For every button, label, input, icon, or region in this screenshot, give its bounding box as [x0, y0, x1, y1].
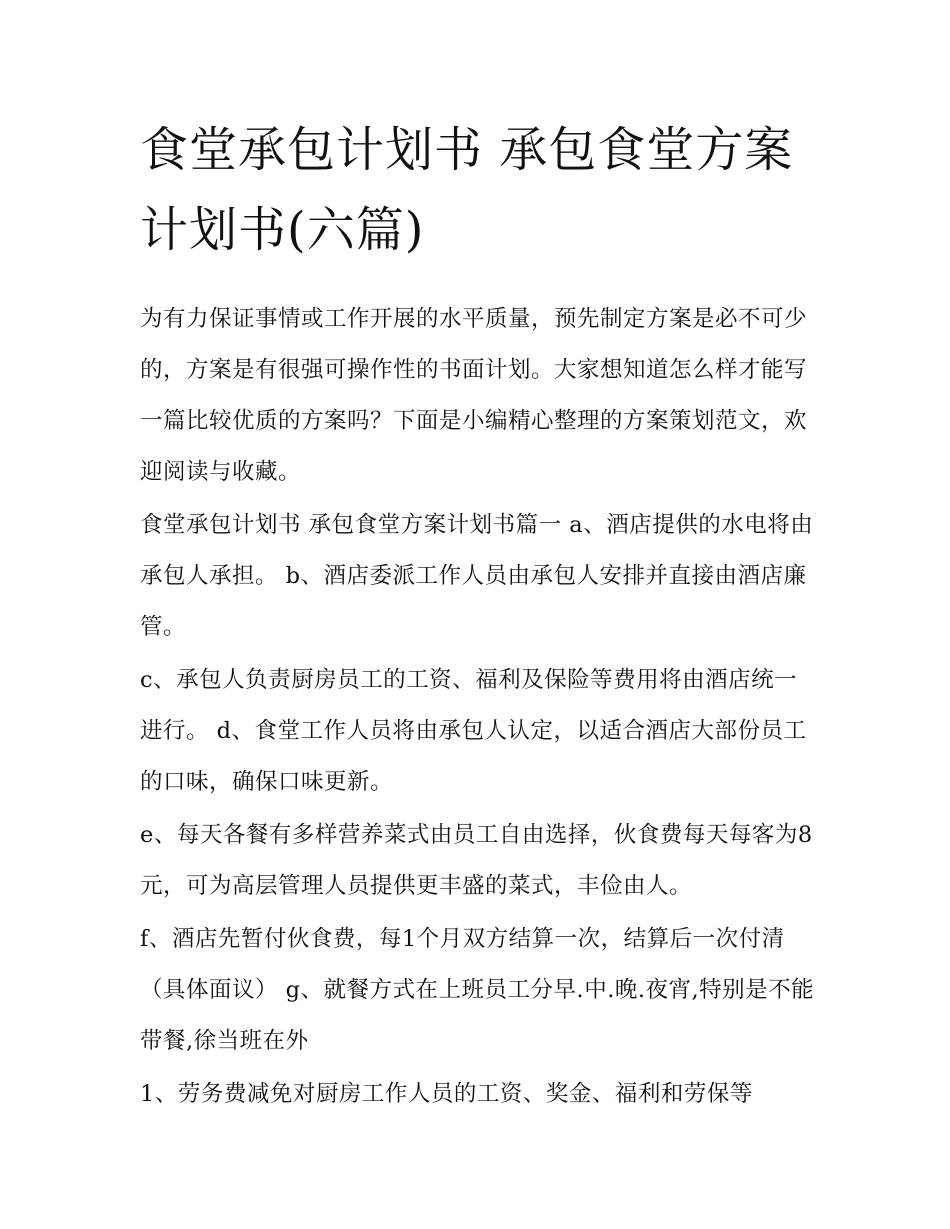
paragraph-section-cd: c、承包人负责厨房员工的工资、福利及保险等费用将由酒店统一进行。 d、食堂工作人员将由承包人认定，以适合酒店大部份员工的口味，确保口味更新。 — [140, 667, 807, 795]
paragraph-section-e: e、每天各餐有多样营养菜式由员工自由选择，伙食费每天每客为8元，可为高层管理人员提供更丰盛的菜式，丰俭由人。 — [140, 822, 813, 899]
document-title: 食堂承包计划书 承包食堂方案计划书(六篇) — [140, 122, 794, 258]
paragraph-intro: 为有力保证事情或工作开展的水平质量，预先制定方案是必不可少的，方案是有很强可操作性的书面计划。大家想知道怎么样才能写一篇比较优质的方案吗？下面是小编精心整理的方案策划范文，欢迎阅读与收藏。 — [140, 306, 808, 485]
paragraph-section-one-ab: 食堂承包计划书 承包食堂方案计划书篇一 a、酒店提供的水电将由承包人承担。 b、酒店委派工作人员由承包人安排并直接由酒店廉管。 — [140, 512, 814, 640]
paragraph-item-1: 1、劳务费减免对厨房工作人员的工资、奖金、福利和劳保等 — [140, 1081, 753, 1107]
document-page — [140, 110, 815, 1122]
paragraph-section-fg: f、酒店先暂付伙食费，每1个月双方结算一次，结算后一次付清（具体面议） g、就餐方式在上班员工分早.中.晚.夜宵,特别是不能带餐,徐当班在外 — [140, 926, 815, 1054]
